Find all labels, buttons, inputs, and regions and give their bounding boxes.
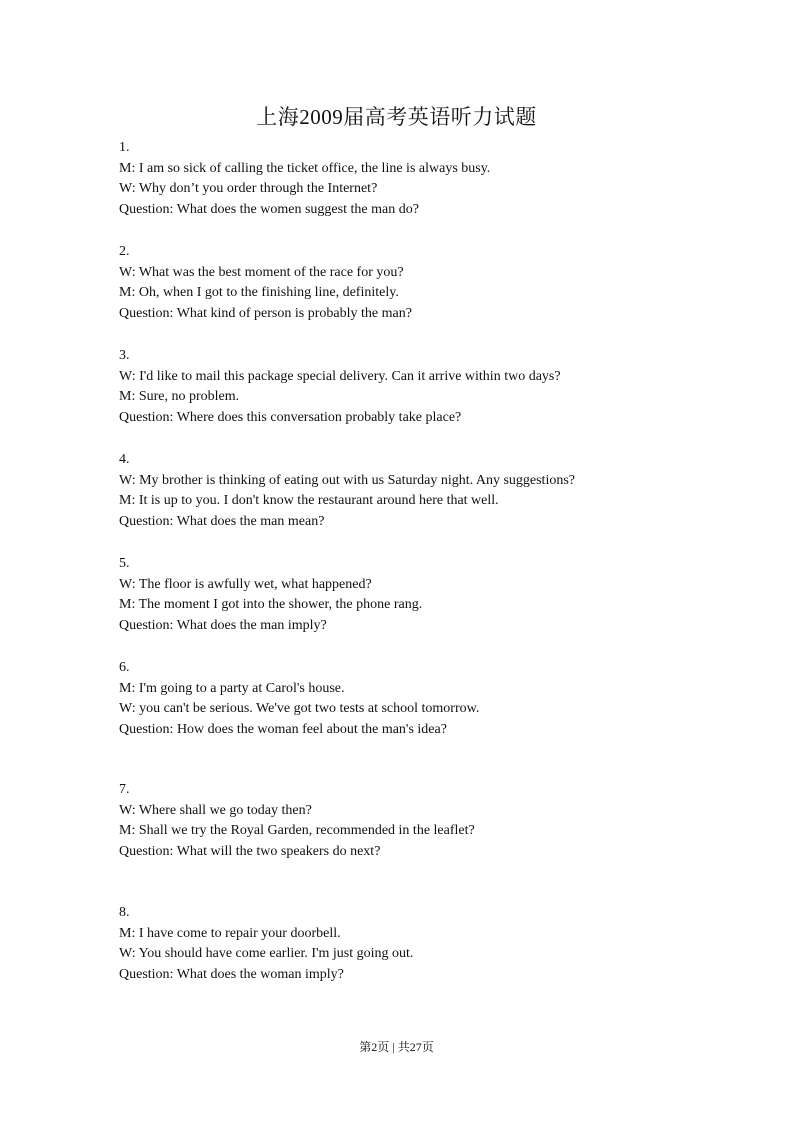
dialogue-line: M: The moment I got into the shower, the phone rang. bbox=[119, 597, 423, 613]
question-line: Question: What kind of person is probably the man? bbox=[119, 306, 412, 322]
question-number: 3. bbox=[119, 348, 130, 363]
dialogue-line: W: The floor is awfully wet, what happened? bbox=[119, 576, 372, 592]
question-1 bbox=[119, 138, 739, 221]
question-4 bbox=[119, 450, 739, 533]
dialogue-line: M: I have come to repair your doorbell. bbox=[119, 925, 341, 941]
dialogue-line: W: Where shall we go today then? bbox=[119, 802, 312, 818]
dialogue-line: W: I'd like to mail this package special delivery. Can it arrive within two days? bbox=[119, 368, 561, 384]
dialogue-line: M: It is up to you. I don't know the restaurant around here that well. bbox=[119, 493, 499, 509]
page-footer: 第2页 | 共27页 bbox=[359, 1040, 434, 1054]
question-2 bbox=[119, 242, 739, 325]
question-7 bbox=[119, 780, 739, 863]
question-line: Question: Where does this conversation probably take place? bbox=[119, 410, 462, 426]
dialogue-line: M: I'm going to a party at Carol's house. bbox=[119, 680, 345, 696]
page-title: 上海2009届高考英语听力试题 bbox=[256, 105, 537, 129]
dialogue-line: M: Sure, no problem. bbox=[119, 389, 240, 405]
question-number: 1. bbox=[119, 140, 130, 155]
dialogue-line: M: Oh, when I got to the finishing line, definitely. bbox=[119, 285, 399, 301]
question-number: 6. bbox=[119, 660, 130, 675]
question-number: 5. bbox=[119, 556, 130, 571]
question-5 bbox=[119, 554, 739, 637]
question-line: Question: What does the man mean? bbox=[119, 514, 325, 530]
dialogue-line: W: My brother is thinking of eating out with us Saturday night. Any suggestions? bbox=[119, 472, 575, 488]
question-line: Question: What will the two speakers do next? bbox=[119, 844, 381, 860]
question-line: Question: What does the women suggest the man do? bbox=[119, 202, 419, 218]
dialogue-line: W: What was the best moment of the race for you? bbox=[119, 264, 404, 280]
question-number: 8. bbox=[119, 905, 130, 920]
dialogue-line: W: you can't be serious. We've got two tests at school tomorrow. bbox=[119, 701, 480, 717]
question-6 bbox=[119, 658, 739, 741]
question-line: Question: What does the woman imply? bbox=[119, 967, 344, 983]
question-number: 7. bbox=[119, 782, 130, 797]
dialogue-line: M: I am so sick of calling the ticket office, the line is always busy. bbox=[119, 160, 491, 176]
dialogue-line: W: Why don’t you order through the Internet? bbox=[119, 181, 378, 197]
question-number: 4. bbox=[119, 452, 130, 467]
question-8 bbox=[119, 903, 739, 986]
question-line: Question: How does the woman feel about the man's idea? bbox=[119, 722, 447, 738]
dialogue-line: M: Shall we try the Royal Garden, recommended in the leaflet? bbox=[119, 823, 475, 839]
dialogue-line: W: You should have come earlier. I'm just going out. bbox=[119, 946, 414, 962]
question-number: 2. bbox=[119, 244, 130, 259]
question-3 bbox=[119, 346, 739, 429]
question-line: Question: What does the man imply? bbox=[119, 618, 327, 634]
